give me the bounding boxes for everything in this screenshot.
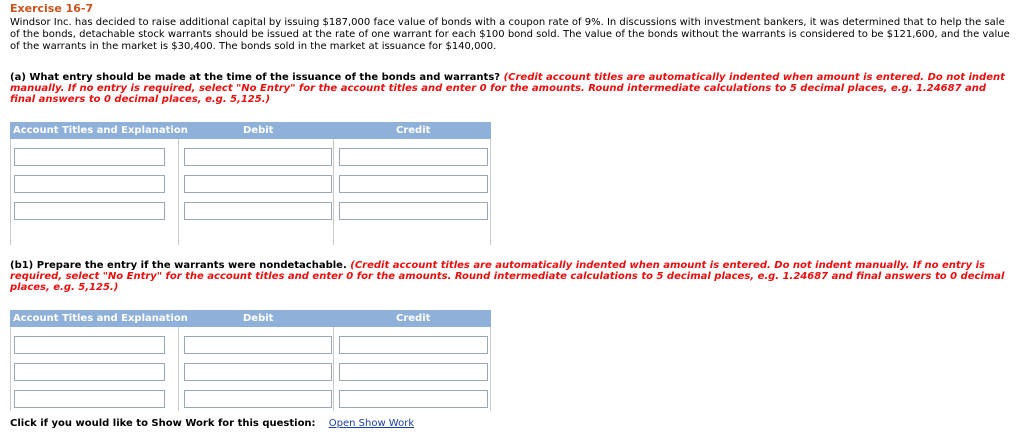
question-b1 [10, 260, 1014, 293]
question-a [10, 72, 1014, 105]
header-credit: Credit [396, 313, 431, 324]
credit-input[interactable] [339, 175, 488, 193]
journal-row [11, 202, 490, 220]
question-b1-instructions: (Credit account titles are automatically indented when amount is entered. Do not indent manually. If no entry is required, select "No Entry" for the account titles and enter 0 for the amounts. Round intermediate calculations to 5 decimal places, e.g. 1.24687 and final answers to 0 decimal places, e.g. 5,125.) [10, 260, 1005, 293]
journal-table-a [10, 122, 491, 245]
header-account-titles: Account Titles and Explanation [13, 313, 188, 324]
credit-input[interactable] [339, 202, 488, 220]
open-show-work-link[interactable]: Open Show Work [328, 418, 415, 429]
debit-input[interactable] [184, 390, 332, 408]
journal-row [11, 390, 490, 408]
account-title-input[interactable] [14, 390, 165, 408]
show-work-section [10, 418, 414, 429]
journal-body-a [10, 139, 491, 245]
credit-input[interactable] [339, 148, 488, 166]
journal-body-b1 [10, 327, 491, 411]
credit-input[interactable] [339, 363, 488, 381]
account-title-input[interactable] [14, 363, 165, 381]
exercise-intro: Windsor Inc. has decided to raise additional capital by issuing $187,000 face value of bonds with a coupon rate of 9%. In discussions with investment bankers, it was determined that to help the sale of the bonds, detachable stock warrants should be issued at the rate of one warrant for each $100 bond sold. The value of the bonds without the warrants is considered to be $121,600, and the value of the warrants in the market is $30,400. The bonds sold in the market at issuance for $140,000. [10, 17, 1010, 52]
question-b1-text: (b1) Prepare the entry if the warrants were nondetachable. [10, 260, 347, 271]
debit-input[interactable] [184, 175, 332, 193]
show-work-label: Click if you would like to Show Work for this question: [10, 418, 316, 429]
question-a-instructions: (Credit account titles are automatically indented when amount is entered. Do not indent manually. If no entry is required, select "No Entry" for the account titles and enter 0 for the amounts. Round intermediate calculations to 5 decimal places, e.g. 1.24687 and final answers to 0 decimal places, e.g. 5,125.) [10, 72, 1005, 105]
debit-input[interactable] [184, 202, 332, 220]
exercise-title: Exercise 16-7 [10, 2, 94, 15]
debit-input[interactable] [184, 336, 332, 354]
credit-input[interactable] [339, 336, 488, 354]
header-credit: Credit [396, 125, 431, 136]
debit-input[interactable] [184, 148, 332, 166]
journal-row [11, 336, 490, 354]
journal-header-a [10, 122, 491, 139]
journal-row [11, 148, 490, 166]
journal-row [11, 175, 490, 193]
question-a-text: (a) What entry should be made at the time of the issuance of the bonds and warrants? [10, 72, 501, 83]
account-title-input[interactable] [14, 175, 165, 193]
account-title-input[interactable] [14, 202, 165, 220]
journal-table-b1 [10, 310, 491, 411]
account-title-input[interactable] [14, 336, 165, 354]
header-debit: Debit [243, 125, 274, 136]
header-account-titles: Account Titles and Explanation [13, 125, 188, 136]
journal-header-b1 [10, 310, 491, 327]
header-debit: Debit [243, 313, 274, 324]
credit-input[interactable] [339, 390, 488, 408]
journal-row [11, 363, 490, 381]
debit-input[interactable] [184, 363, 332, 381]
account-title-input[interactable] [14, 148, 165, 166]
